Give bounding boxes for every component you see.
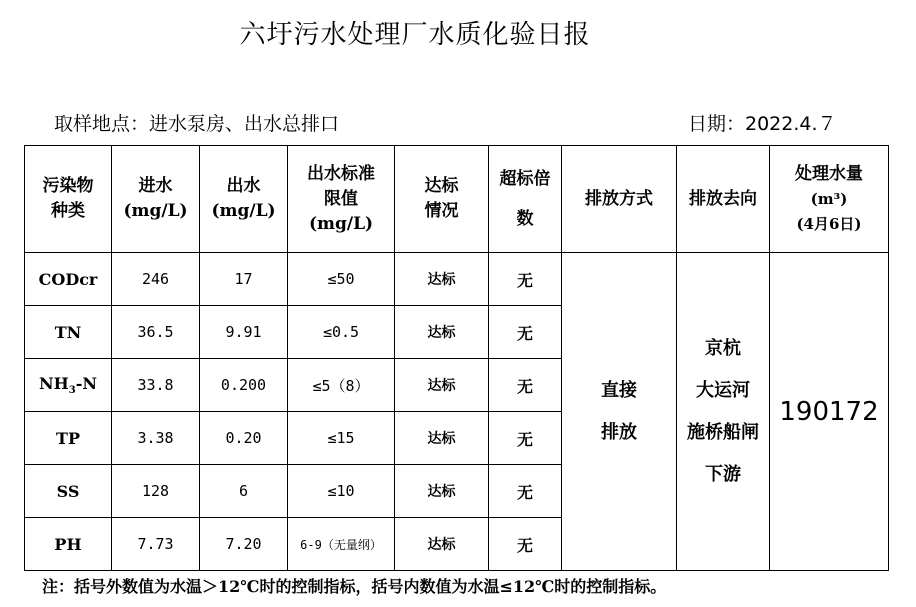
header-volume: 处理水量 (m³) (4月6日) — [770, 146, 889, 253]
volume-cell: 190172 — [770, 253, 889, 571]
inflow-value: 7.73 — [112, 518, 200, 571]
header-discharge-method: 排放方式 — [562, 146, 677, 253]
inflow-value: 3.38 — [112, 412, 200, 465]
sampling-location: 取样地点：进水泵房、出水总排口 — [54, 113, 340, 135]
footnote: 注：括号外数值为水温＞12℃时的控制指标，括号内数值为水温≤12℃时的控制指标。 — [42, 577, 667, 596]
limit-value: ≤5（8） — [288, 359, 395, 412]
header-limit: 出水标准 限值 (mg/L) — [288, 146, 395, 253]
inflow-value: 128 — [112, 465, 200, 518]
outflow-value: 9.91 — [200, 306, 288, 359]
outflow-value: 6 — [200, 465, 288, 518]
inflow-value: 33.8 — [112, 359, 200, 412]
status-value: 达标 — [395, 359, 489, 412]
report-date: 日期：2022.4.７ — [688, 113, 837, 135]
outflow-value: 7.20 — [200, 518, 288, 571]
limit-value: ≤0.5 — [288, 306, 395, 359]
outflow-value: 0.200 — [200, 359, 288, 412]
exceed-value: 无 — [489, 306, 562, 359]
discharge-dest-cell: 京杭 大运河 施桥船闸 下游 — [677, 253, 770, 571]
pollutant-name: TP — [25, 412, 112, 465]
pollutant-name: CODcr — [25, 253, 112, 306]
status-value: 达标 — [395, 412, 489, 465]
water-quality-table — [24, 145, 889, 571]
pollutant-name: TN — [25, 306, 112, 359]
outflow-value: 0.20 — [200, 412, 288, 465]
pollutant-name: SS — [25, 465, 112, 518]
pollutant-name: PH — [25, 518, 112, 571]
header-outflow: 出水 (mg/L) — [200, 146, 288, 253]
inflow-value: 246 — [112, 253, 200, 306]
outflow-value: 17 — [200, 253, 288, 306]
header-exceed: 超标倍 数 — [489, 146, 562, 253]
header-status: 达标 情况 — [395, 146, 489, 253]
limit-value: ≤10 — [288, 465, 395, 518]
inflow-value: 36.5 — [112, 306, 200, 359]
header-inflow: 进水 (mg/L) — [112, 146, 200, 253]
status-value: 达标 — [395, 465, 489, 518]
header-pollutant: 污染物 种类 — [25, 146, 112, 253]
status-value: 达标 — [395, 306, 489, 359]
table-row-codcr — [25, 253, 889, 306]
header-row — [25, 146, 889, 253]
header-discharge-dest: 排放去向 — [677, 146, 770, 253]
exceed-value: 无 — [489, 412, 562, 465]
report-title: 六圩污水处理厂水质化验日报 — [239, 20, 591, 50]
limit-value: 6-9（无量纲） — [288, 518, 395, 571]
exceed-value: 无 — [489, 465, 562, 518]
status-value: 达标 — [395, 253, 489, 306]
exceed-value: 无 — [489, 359, 562, 412]
pollutant-name: $NH_3-N$ — [25, 359, 112, 412]
discharge-method-cell: 直接 排放 — [562, 253, 677, 571]
exceed-value: 无 — [489, 518, 562, 571]
status-value: 达标 — [395, 518, 489, 571]
exceed-value: 无 — [489, 253, 562, 306]
limit-value: ≤15 — [288, 412, 395, 465]
limit-value: ≤50 — [288, 253, 395, 306]
